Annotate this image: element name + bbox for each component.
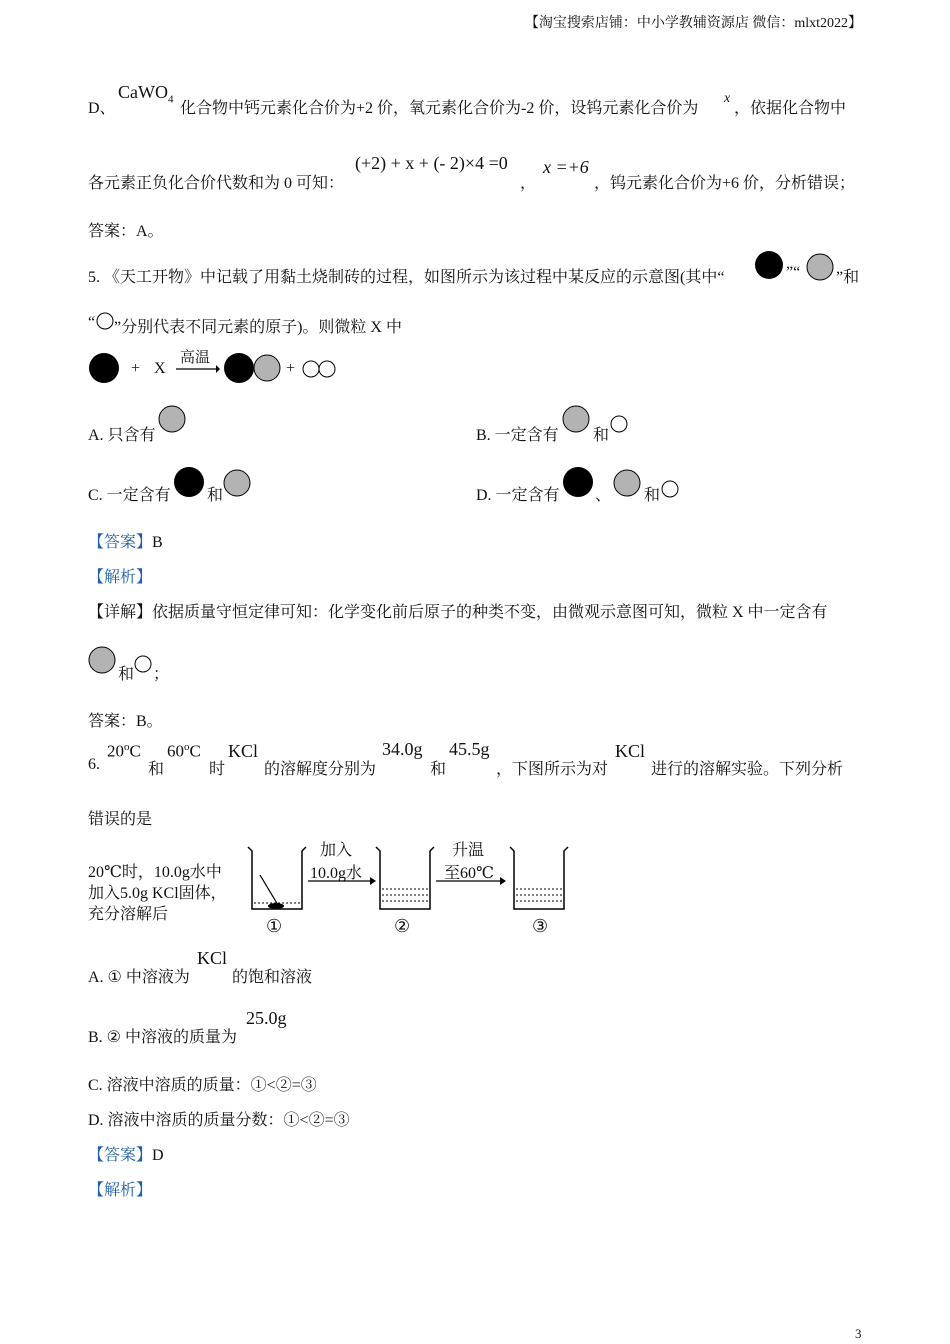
- option-c-black-atom-icon: [173, 466, 205, 498]
- arrow2-top: 升温: [452, 842, 485, 859]
- q5-answer: 【答案】B: [88, 534, 163, 551]
- q6-and2: 和: [430, 761, 447, 778]
- figure-desc-line3: 充分溶解后: [88, 906, 169, 923]
- beaker-3-label: ③: [532, 916, 549, 936]
- option-a-gray-atom-icon: [158, 405, 188, 435]
- reactant-black-atom-icon: [88, 348, 120, 380]
- q5-option-a: A. 只含有: [88, 427, 156, 444]
- q6-temp2: 60$^o$C: [167, 741, 201, 761]
- reaction-plus2: +: [286, 360, 296, 377]
- gray-atom-icon: [806, 253, 836, 283]
- q5-stem-line2-b: ”分别代表不同元素的原子)。则微粒 X 中: [114, 319, 402, 336]
- reaction-plus: +: [131, 360, 141, 377]
- q5-quote-end: ”和: [836, 269, 860, 286]
- q5-option-c: C. 一定含有: [88, 487, 171, 504]
- q6-temp1: 20$^o$C: [107, 741, 141, 761]
- q6-sol-text: 的溶解度分别为: [264, 761, 377, 778]
- option-d-gray-atom-icon: [613, 469, 643, 499]
- q6-when: 时: [209, 761, 226, 778]
- q4-line2-text: 各元素正负化合价代数和为 0 可知：: [88, 175, 345, 192]
- q4-var-x: x: [724, 91, 731, 106]
- option-b-gray-atom-icon: [562, 405, 592, 435]
- q5-detail-and: 和: [118, 666, 135, 683]
- figure-desc-line1: 20℃时，10.0g水中: [88, 864, 222, 881]
- q5-option-d: D. 一定含有: [476, 487, 560, 504]
- option-b-white-atom-icon: [610, 415, 630, 435]
- q4-formula: CaWO$_4$: [118, 82, 174, 106]
- figure-desc-line2: 加入5.0g KCl固体，: [88, 885, 227, 902]
- q6-analysis-label: 【解析】: [88, 1182, 153, 1199]
- beaker-3-icon: [508, 845, 570, 915]
- q6-and1: 和: [148, 761, 165, 778]
- white-molecule-icon: [302, 360, 338, 378]
- figure-description: [88, 862, 227, 925]
- q5-stem-line2-a: “: [88, 314, 96, 331]
- q6-val1: 34.0g: [382, 739, 423, 759]
- beaker-2-icon: [374, 845, 436, 915]
- q5-option-b: B. 一定含有: [476, 427, 559, 444]
- q4-option-d-text1: 化合物中钙元素化合价为+2 价，氧元素化合价为-2 价，设钨元素化合价为: [180, 100, 699, 117]
- q4-line2-end: ，钨元素化合价为+6 价，分析错误；: [594, 175, 856, 192]
- detail-white-atom-icon: [134, 655, 154, 675]
- reaction-condition: 高温: [180, 350, 211, 366]
- arrow1-icon: [308, 876, 378, 886]
- beaker-1-label: ①: [266, 916, 283, 936]
- q5-option-d-sep: 、: [595, 487, 612, 504]
- q4-comma: ，: [520, 175, 537, 192]
- q6-text4: 进行的溶解实验。下列分析: [651, 761, 844, 778]
- header-watermark: 【淘宝搜索店铺：中小学教辅资源店 微信：mlxt2022】: [524, 16, 862, 31]
- option-c-gray-atom-icon: [223, 469, 253, 499]
- reaction-arrow-icon: [176, 364, 220, 374]
- q6-val2: 45.5g: [449, 739, 490, 759]
- arrow2-icon: [436, 876, 508, 886]
- q6-option-a-end: 的饱和溶液: [232, 969, 313, 986]
- q6-option-b-value: 25.0g: [246, 1008, 287, 1028]
- arrow1-bottom: 10.0g水: [310, 865, 363, 882]
- q5-option-d-and: 和: [644, 487, 661, 504]
- q6-option-b: B. ② 中溶液的质量为: [88, 1029, 238, 1046]
- q6-option-a-kcl: KCl: [197, 948, 228, 968]
- q5-detail-end: ；: [153, 666, 170, 683]
- q6-text3: ，下图所示为对: [496, 761, 609, 778]
- q4-option-d-prefix: D、: [88, 100, 116, 117]
- black-atom-icon: [754, 250, 786, 282]
- q5-quote-mid: ”“: [786, 264, 801, 281]
- q4-option-d-text2: ，依据化合物中: [734, 100, 847, 117]
- beaker-2-label: ②: [394, 916, 411, 936]
- q6-option-a: A. ① 中溶液为: [88, 969, 190, 986]
- q5-detail: 【详解】依据质量守恒定律可知：化学变化前后原子的种类不变，由微观示意图可知，微粒 X 中一定含有: [88, 604, 828, 621]
- option-d-black-atom-icon: [562, 466, 594, 498]
- q4-equation: (+2) + x + (- 2)×4 =0: [355, 153, 508, 173]
- q6-kcl2: KCl: [615, 741, 646, 761]
- beaker-1-icon: [246, 845, 308, 915]
- q6-option-d: D. 溶液中溶质的质量分数：①<②=③: [88, 1112, 350, 1129]
- reaction-x: X: [154, 360, 166, 377]
- detail-gray-atom-icon: [88, 646, 118, 676]
- arrow2-bottom: 至60℃: [444, 865, 494, 882]
- q5-analysis-label: 【解析】: [88, 569, 153, 586]
- q6-kcl: KCl: [228, 741, 259, 761]
- white-atom-icon: [96, 312, 116, 332]
- option-d-white-atom-icon: [661, 480, 681, 500]
- q6-line2: 错误的是: [88, 811, 153, 828]
- q5-option-b-and: 和: [593, 427, 610, 444]
- q6-option-c: C. 溶液中溶质的质量：①<②=③: [88, 1077, 317, 1094]
- q5-final-answer: 答案：B。: [88, 713, 163, 730]
- arrow1-top: 加入: [320, 842, 353, 859]
- q6-num: 6.: [88, 756, 100, 773]
- q6-answer: 【答案】D: [88, 1147, 164, 1164]
- product-molecule-icon: [223, 352, 285, 384]
- q5-option-c-and: 和: [207, 487, 224, 504]
- q4-answer: 答案：A。: [88, 223, 164, 240]
- page-number: 3: [855, 1326, 862, 1341]
- q5-stem-line1: 5. 《天工开物》中记载了用黏土烧制砖的过程，如图所示为该过程中某反应的示意图(其中“: [88, 269, 725, 286]
- q4-result: x =+6: [543, 157, 589, 177]
